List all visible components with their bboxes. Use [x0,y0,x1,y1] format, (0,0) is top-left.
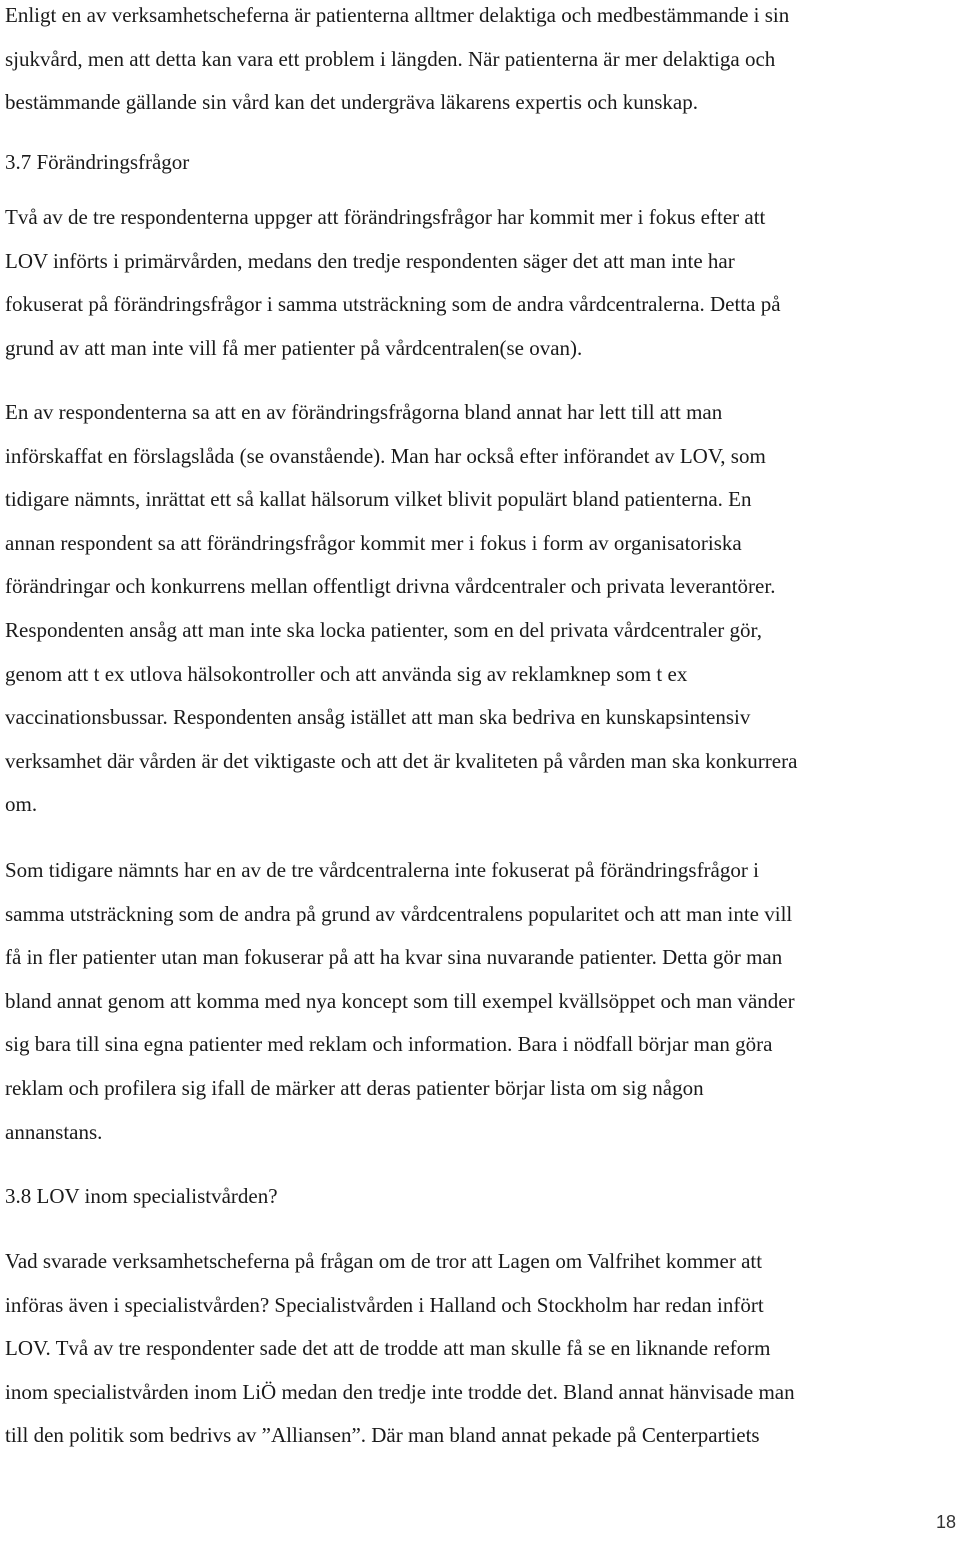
text-line: tidigare nämnts, inrättat ett så kallat hälsorum vilket blivit populärt bland patienterna. En [5,487,752,512]
text-line: annanstans. [5,1119,103,1144]
text-line: grund av att man inte vill få mer patienter på vårdcentralen(se ovan). [5,335,583,360]
text-line: Enligt en av verksamhetscheferna är patienterna alltmer delaktiga och medbestämmande i sin [5,3,790,27]
text-line: få in fler patienter utan man fokuserar på att ha kvar sina nuvarande patienter. Detta gör man [5,945,783,970]
paragraph-4 [5,1240,960,1458]
text-line: Respondenten ansåg att man inte ska locka patienter, som en del privata vårdcentraler gör, [5,617,762,642]
text-line: fokuserat på förändringsfrågor i samma utsträckning som de andra vårdcentralerna. Detta på [5,292,781,317]
text-line: sjukvård, men att detta kan vara ett problem i längden. När patienterna är mer delaktiga och [5,46,776,71]
text-line: bestämmande gällande sin vård kan det undergräva läkarens expertis och kunskap. [5,90,698,115]
text-line: vaccinationsbussar. Respondenten ansåg istället att man ska bedriva en kunskapsintensiv [5,705,751,730]
text-line: införas även i specialistvården? Specialistvården i Halland och Stockholm har redan infört [5,1292,764,1317]
text-line: Vad svarade verksamhetscheferna på frågan om de tror att Lagen om Valfrihet kommer att [5,1249,763,1273]
paragraph-2 [5,391,960,827]
text-line: bland annat genom att komma med nya koncept som till exempel kvällsöppet och man vänder [5,988,795,1013]
text-line: En av respondenterna sa att en av förändringsfrågorna bland annat har lett till att man [5,400,723,424]
text-line: annan respondent sa att förändringsfrågor kommit mer i fokus i form av organisatoriska [5,530,742,555]
text-line: införskaffat en förslagslåda (se ovanstående). Man har också efter införandet av LOV, som [5,443,766,468]
text-line: förändringar och konkurrens mellan offentligt drivna vårdcentraler och privata leverantörer. [5,574,776,599]
text-line: LOV införts i primärvården, medans den tredje respondenten säger det att man inte har [5,248,735,273]
paragraph-3 [5,849,960,1154]
text-line: Som tidigare nämnts har en av de tre vårdcentralerna inte fokuserat på förändringsfrågor i [5,858,759,882]
text-line: till den politik som bedrivs av ”Alliansen”. Där man bland annat pekade på Centerpartiets [5,1423,760,1448]
section-heading-3-7: 3.7 Förändringsfrågor [5,150,190,174]
text-line: Två av de tre respondenterna uppger att förändringsfrågor har kommit mer i fokus efter att [5,205,766,229]
page-number: 18 [935,1512,956,1532]
text-line: om. [5,792,38,817]
text-line: inom specialistvården inom LiÖ medan den tredje inte trodde det. Bland annat hänvisade man [5,1379,795,1404]
paragraph-1 [5,196,960,370]
section-heading-3-8: 3.8 LOV inom specialistvården? [5,1184,278,1208]
text-line: sig bara till sina egna patienter med reklam och information. Bara i nödfall börjar man göra [5,1032,773,1057]
text-line: genom att t ex utlova hälsokontroller och att använda sig av reklamknep som t ex [5,661,688,686]
text-line: LOV. Två av tre respondenter sade det att de trodde att man skulle få se en liknande reform [5,1336,771,1361]
paragraph-intro [5,0,960,125]
text-line: samma utsträckning som de andra på grund av vårdcentralens popularitet och att man inte vill [5,901,793,926]
text-line: verksamhet där vården är det viktigaste och att det är kvaliteten på vården man ska konkurrera [5,748,798,773]
text-line: reklam och profilera sig ifall de märker att deras patienter börjar lista om sig någon [5,1075,704,1100]
